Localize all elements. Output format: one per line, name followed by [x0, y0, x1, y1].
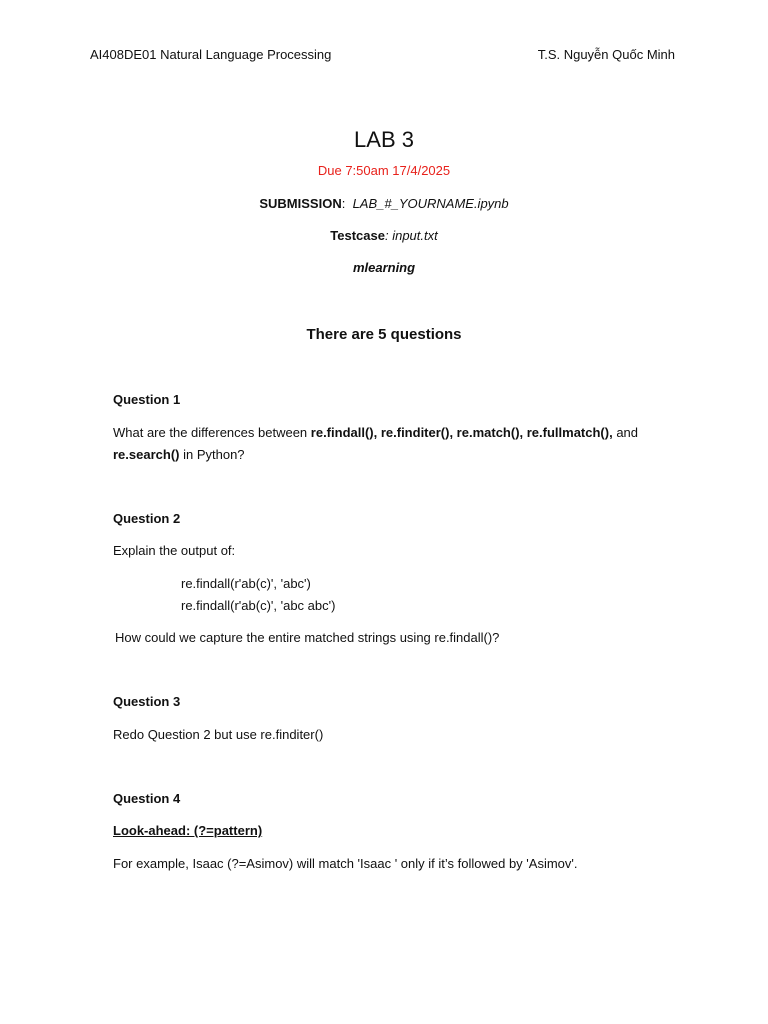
question-1-line-2	[113, 447, 245, 462]
submission-line	[0, 196, 768, 211]
instructor-header: T.S. Nguyễn Quốc Minh	[537, 47, 675, 62]
question-1-functions: re.findall(), re.finditer(), re.match(), re.fullmatch(),	[310, 425, 613, 440]
question-1-line-1	[113, 425, 638, 440]
question-1-heading: Question 1	[113, 392, 181, 407]
question-1-tail: in Python?	[179, 447, 245, 462]
question-2-intro: Explain the output of:	[113, 543, 236, 558]
submission-label: SUBMISSION	[259, 196, 342, 211]
due-date: Due 7:50am 17/4/2025	[317, 163, 451, 178]
question-2-code-line-2: re.findall(r'ab(c)', 'abc abc')	[181, 598, 336, 613]
question-3-text: Redo Question 2 but use re.finditer()	[113, 727, 324, 742]
question-1-and: and	[612, 425, 639, 440]
testcase-filename: input.txt	[392, 228, 438, 243]
platform-name: mlearning	[352, 260, 416, 275]
submission-colon: :	[341, 196, 346, 211]
question-count: There are 5 questions	[306, 326, 462, 343]
lab-title: LAB 3	[354, 127, 414, 152]
course-header: AI408DE01 Natural Language Processing	[90, 47, 332, 62]
testcase-label: Testcase	[330, 228, 385, 243]
question-4-heading: Question 4	[113, 791, 181, 806]
submission-filename: LAB_#_YOURNAME.ipynb	[352, 196, 509, 211]
question-3-heading: Question 3	[113, 694, 181, 709]
question-4-text: For example, Isaac (?=Asimov) will match 'Isaac ' only if it’s followed by 'Asimov'.	[113, 856, 578, 871]
question-2-code-line-1: re.findall(r'ab(c)', 'abc')	[181, 576, 311, 591]
question-4-subheading: Look-ahead: (?=pattern)	[113, 823, 263, 838]
question-1-search-func: re.search()	[113, 447, 180, 462]
testcase-line	[0, 228, 768, 243]
question-1-text: What are the differences between	[113, 425, 311, 440]
testcase-colon: :	[384, 228, 389, 243]
question-2-followup: How could we capture the entire matched strings using re.findall()?	[115, 630, 500, 645]
question-2-heading: Question 2	[113, 511, 181, 526]
